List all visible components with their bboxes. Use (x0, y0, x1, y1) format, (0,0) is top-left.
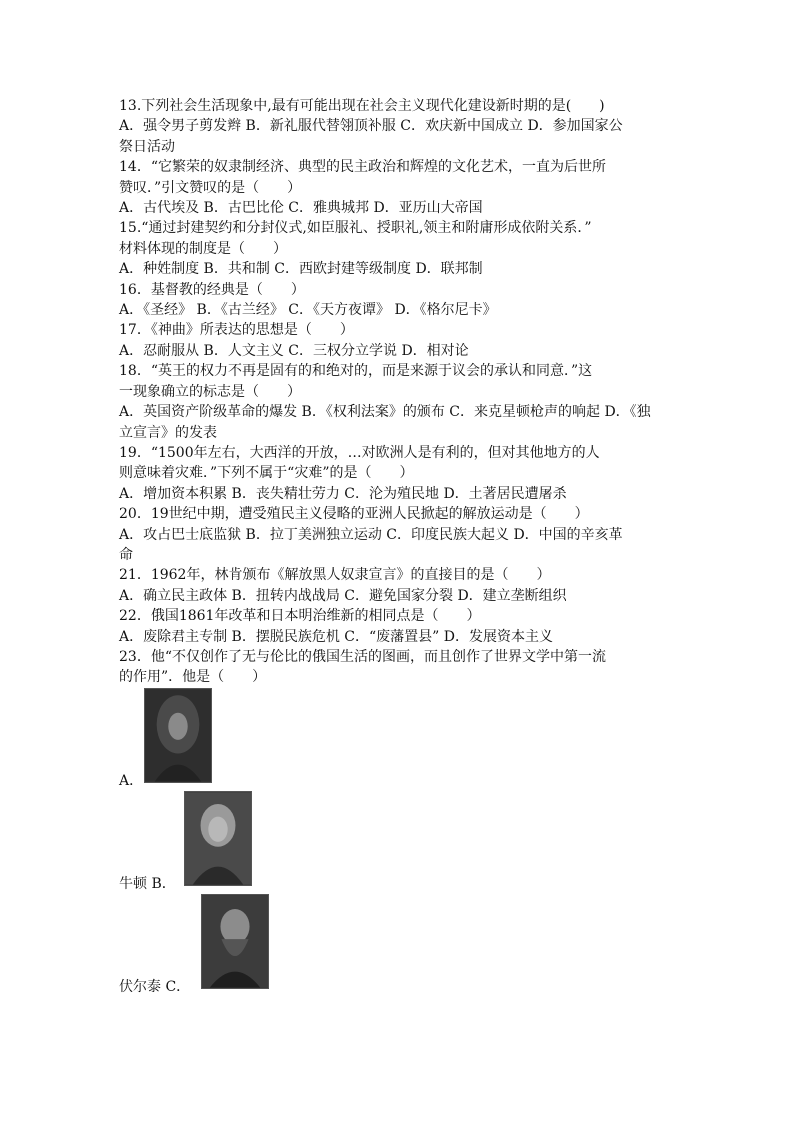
question-item (119, 504, 679, 565)
image-option-c (119, 894, 679, 997)
question-options-line: A．强令男子剪发辫 B．新礼服代替翎顶补服 C．欢庆新中国成立 D．参加国家公 (119, 118, 623, 135)
image-option-a (119, 688, 679, 791)
question-item (119, 320, 679, 361)
question-options-line: A．古代埃及 B．古巴比伦 C．雅典城邦 D．亚历山大帝国 (119, 200, 483, 217)
question-item (119, 647, 679, 688)
question-item (119, 280, 679, 321)
question-stem-line: 18．“英王的权力不再是固有的和绝对的，而是来源于议会的承认和同意．”这 (119, 363, 593, 380)
question-stem-line: 20．19世纪中期，遭受殖民主义侵略的亚洲人民掀起的解放运动是（ ） (119, 506, 589, 523)
question-options-line: 立宣言》的发表 (119, 424, 217, 441)
image-option-b (119, 791, 679, 894)
question-item (119, 606, 679, 647)
question-stem-line: 的作用”．他是（ ） (119, 669, 267, 686)
question-options-line: A．确立民主政体 B．扭转内战战局 C．避免国家分裂 D．建立垄断组织 (119, 587, 567, 604)
question-stem-line: 14．“它繁荣的奴隶制经济、典型的民主政治和辉煌的文化艺术，一直为后世所 (119, 159, 606, 176)
question-options-line: A．攻占巴士底监狱 B．拉丁美洲独立运动 C．印度民族大起义 D．中国的辛亥革 (119, 526, 623, 543)
question-stem-line: 21．1962年，林肯颁布《解放黑人奴隶宣言》的直接目的是（ ） (119, 567, 551, 584)
question-stem-line: 则意味着灾难．”下列不属于“灾难”的是（ ） (119, 465, 414, 482)
question-stem-line: 23．他“不仅创作了无与伦比的俄国生活的图画，而且创作了世界文学中第一流 (119, 648, 606, 665)
question-stem-line: 19．“1500年左右，大西洋的开放，…对欧洲人是有利的，但对其他地方的人 (119, 444, 600, 461)
question-options-line: 命 (119, 546, 133, 563)
question-options-line: A．废除君主专制 B．摆脱民族危机 C．“废藩置县” D．发展资本主义 (119, 628, 553, 645)
question-options-line: 祭日活动 (119, 138, 175, 155)
question-item (119, 565, 679, 606)
question-options-line: A．忍耐服从 B．人文主义 C．三权分立学说 D．相对论 (119, 342, 469, 359)
question-item (119, 218, 679, 279)
question-stem-line: 13.下列社会生活现象中,最有可能出现在社会主义现代化建设新时期的是( ) (119, 98, 605, 114)
portrait-photo-icon (201, 894, 269, 989)
question-item (119, 157, 679, 218)
question-item (119, 443, 679, 504)
question-stem-line: 材料体现的制度是（ ） (119, 240, 287, 257)
image-option-label: 伏尔泰 C． (119, 978, 191, 995)
question-options-line: A．英国资产阶级革命的爆发 B．《权利法案》的颁布 C．来克星顿枪声的响起 D．《独 (119, 404, 651, 421)
image-option-label: 牛顿 B． (119, 875, 176, 892)
question-stem-line: 15.“通过封建契约和分封仪式,如臣服礼、授职礼,领主和附庸形成依附关系．” (119, 220, 592, 237)
portrait-photo-icon (184, 791, 252, 886)
question-options-line: A．种姓制度 B．共和制 C．西欧封建等级制度 D．联邦制 (119, 261, 483, 278)
question-stem-line: 16．基督教的经典是（ ） (119, 281, 305, 298)
question-stem-line: 22．俄国1861年改革和日本明治维新的相同点是（ ） (119, 608, 481, 625)
portrait-photo-icon (144, 688, 212, 783)
question-stem-line: 17．《神曲》所表达的思想是（ ） (119, 322, 354, 339)
question-item (119, 361, 679, 443)
question-options-line: A．增加资本积累 B．丧失精壮劳力 C．沦为殖民地 D．土著居民遭屠杀 (119, 485, 567, 502)
image-option-label: A． (119, 772, 144, 789)
question-stem-line: 赞叹．”引文赞叹的是（ ） (119, 179, 302, 196)
question-stem-line: 一现象确立的标志是（ ） (119, 383, 301, 400)
question-options-line: A．《圣经》 B．《古兰经》 C．《天方夜谭》 D．《格尔尼卡》 (119, 302, 497, 319)
exam-page (119, 96, 679, 997)
question-list (119, 96, 679, 688)
question-item (119, 96, 679, 157)
